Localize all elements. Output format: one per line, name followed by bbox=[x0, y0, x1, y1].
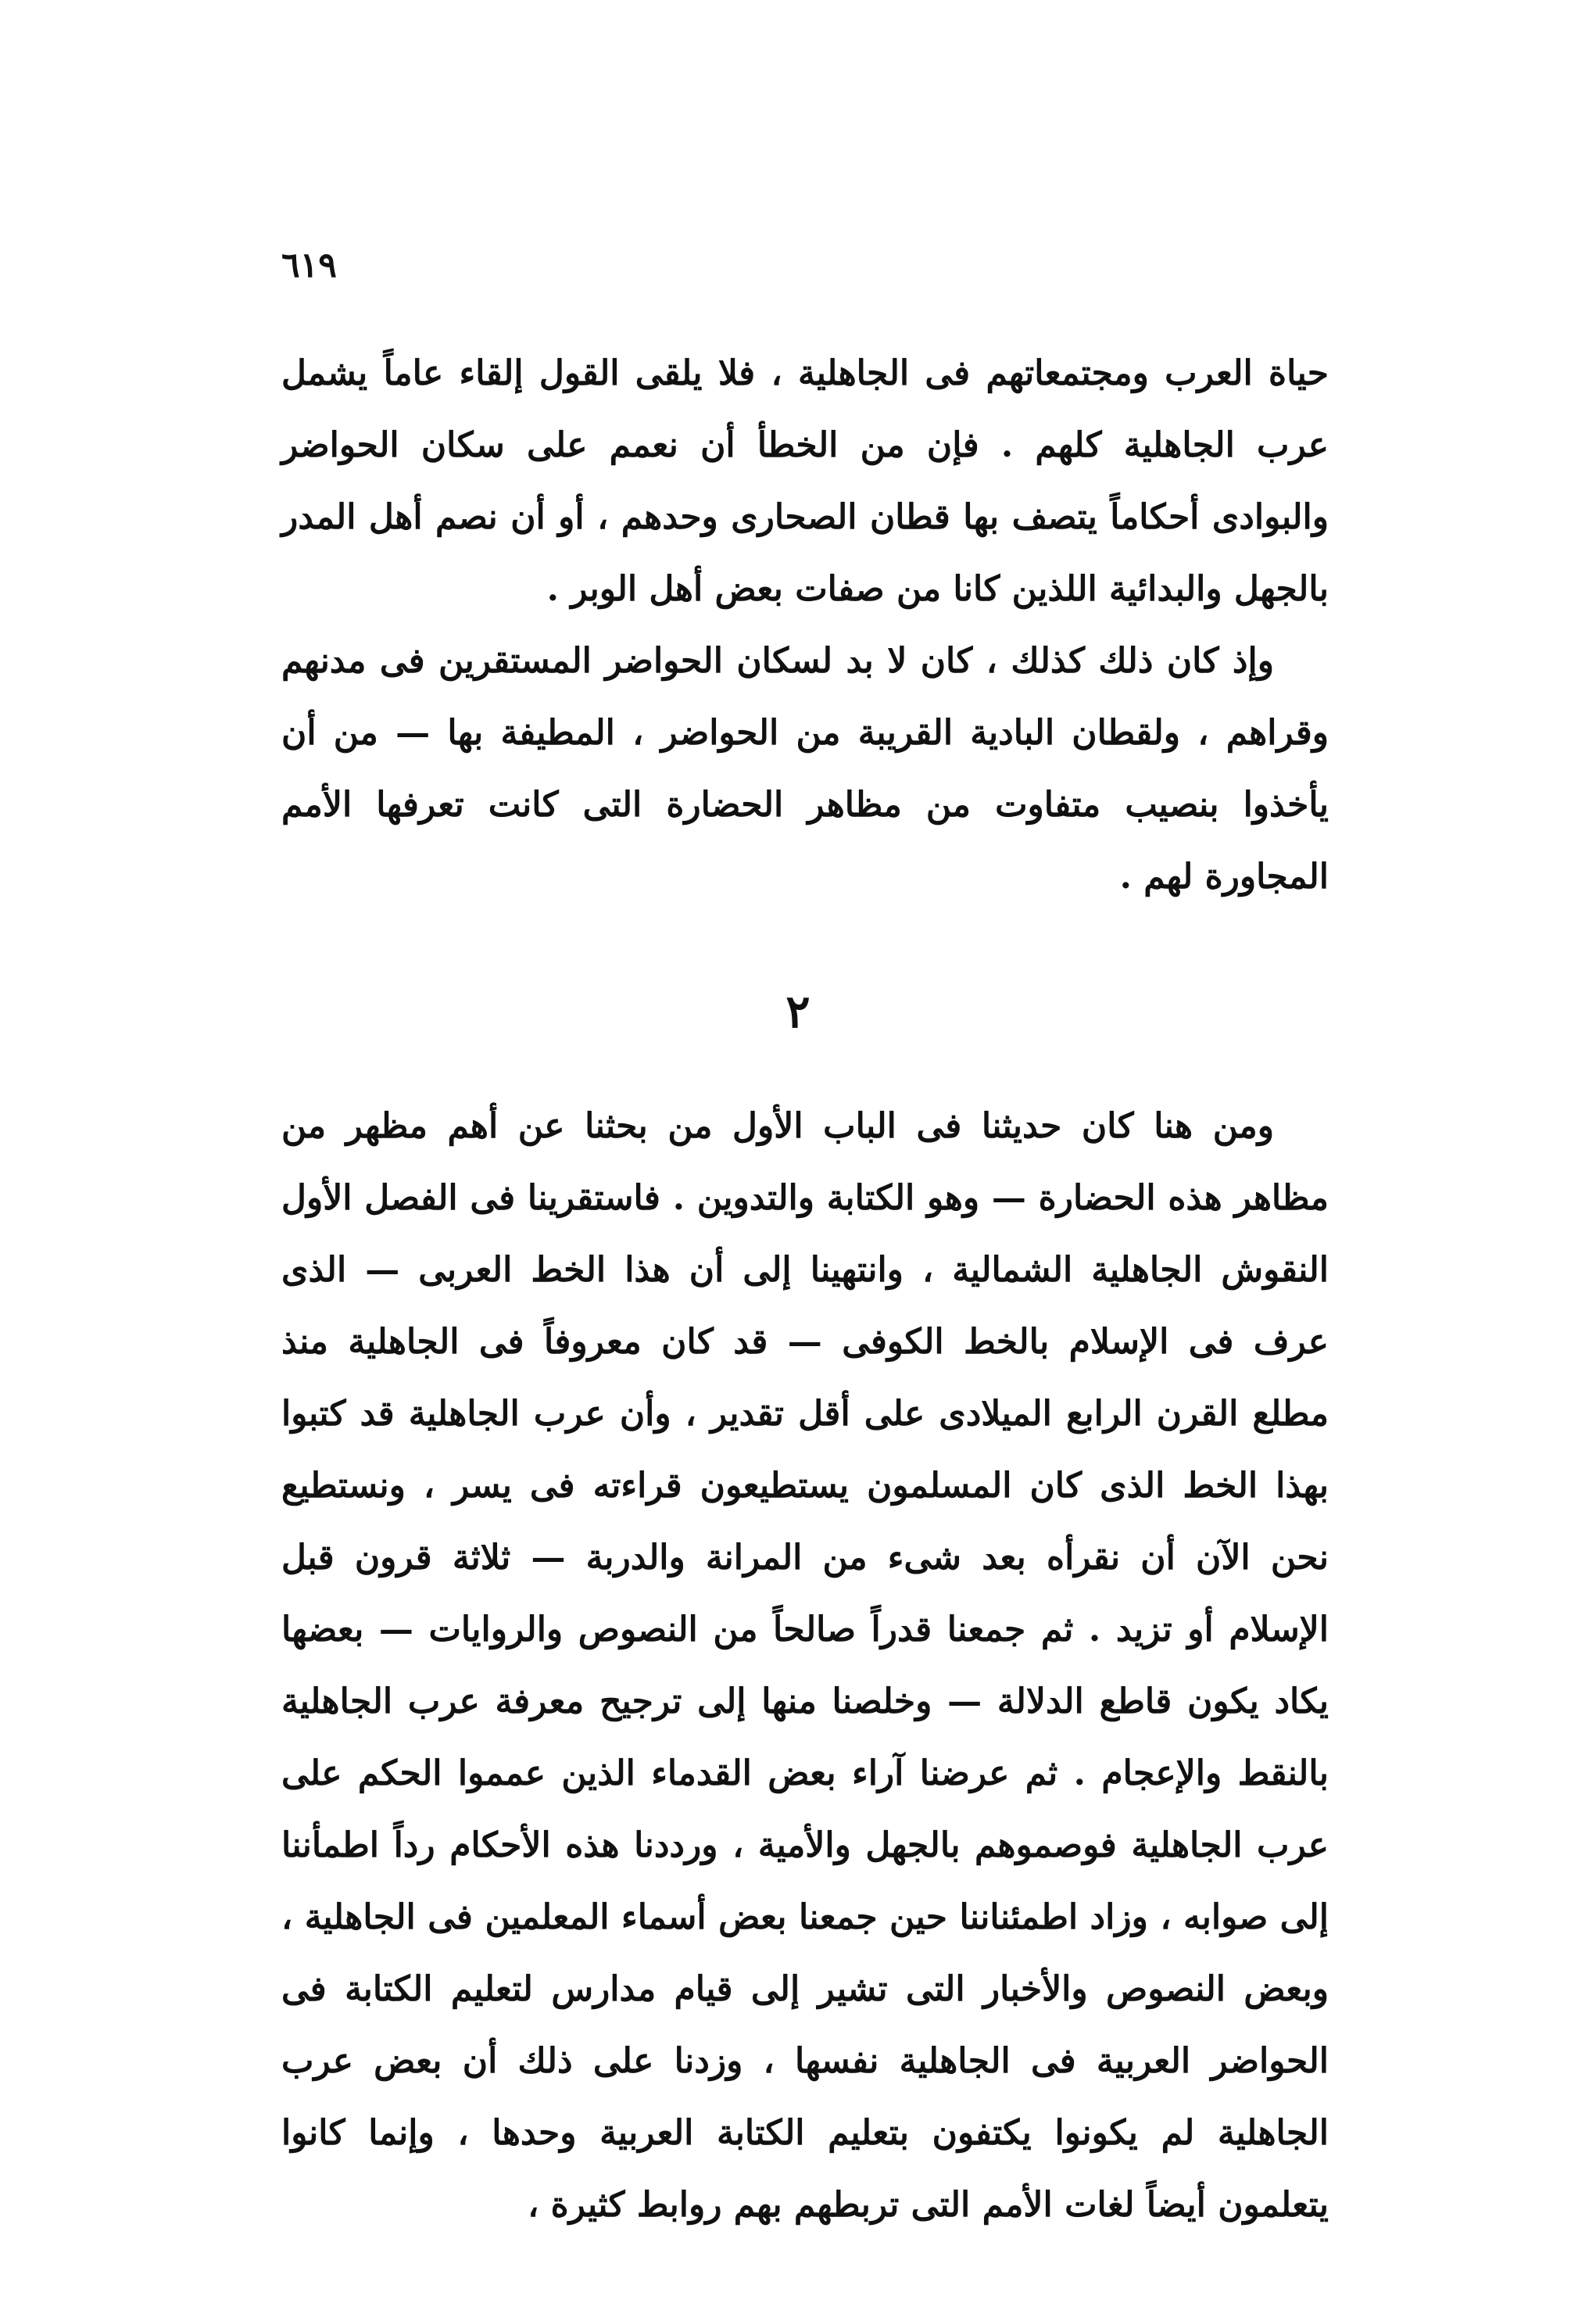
paragraph-1: حياة العرب ومجتمعاتهم فى الجاهلية ، فلا يلقى القول إلقاء عاماً يشمل عرب الجاهلية كلهم . فإن من الخطأ أن نعمم على سكان الحواضر والبوادى أحكاماً يتصف بها قطان الصحارى وحدهم ، أو أن نصم أهل المدر بالجهل والبدائية اللذين كانا من صفات بعض أهل الوبر . bbox=[281, 353, 1329, 609]
paragraph-2: وإذ كان ذلك كذلك ، كان لا بد لسكان الحواضر المستقرين فى مدنهم وقراهم ، ولقطان البادية القريبة من الحواضر ، المطيفة بها — من أن يأخذوا بنصيب متفاوت من مظاهر الحضارة التى كانت تعرفها الأمم المجاورة لهم . bbox=[281, 641, 1329, 897]
section-number: ٢ bbox=[785, 985, 811, 1038]
paragraph-3: ومن هنا كان حديثنا فى الباب الأول من بحثنا عن أهم مظهر من مظاهر هذه الحضارة — وهو الكتابة والتدوين . فاستقرينا فى الفصل الأول النقوش الجاهلية الشمالية ، وانتهينا إلى أن هذا الخط العربى — الذى عرف فى الإسلام بالخط الكوفى — قد كان معروفاً فى الجاهلية منذ مطلع القرن الرابع الميلادى على أقل تقدير ، وأن عرب الجاهلية قد كتبوا بهذا الخط الذى كان المسلمون يستطيعون قراءته فى يسر ، ونستطيع نحن الآن أن نقرأه بعد شىء من المرانة والدربة — ثلاثة قرون قبل الإسلام أو تزيد . ثم جمعنا قدراً صالحاً من النصوص والروايات — بعضها يكاد يكون قاطع الدلالة — وخلصنا منها إلى ترجيح معرفة عرب الجاهلية بالنقط والإعجام . ثم عرضنا آراء بعض القدماء الذين عمموا الحكم على عرب الجاهلية فوصموهم بالجهل والأمية ، ورددنا هذه الأحكام رداً اطمأننا إلى صوابه ، وزاد اطمئناننا حين جمعنا بعض أسماء المعلمين فى الجاهلية ، وبعض النصوص والأخبار التى تشير إلى قيام مدارس لتعليم الكتابة فى الحواضر العربية فى الجاهلية نفسها ، وزدنا على ذلك أن بعض عرب الجاهلية لم يكونوا يكتفون بتعليم الكتابة العربية وحدها ، وإنما كانوا يتعلمون أيضاً لغات الأمم التى تربطهم بهم روابط كثيرة ، bbox=[281, 1106, 1329, 2225]
page-number: ٦١٩ bbox=[281, 245, 337, 285]
